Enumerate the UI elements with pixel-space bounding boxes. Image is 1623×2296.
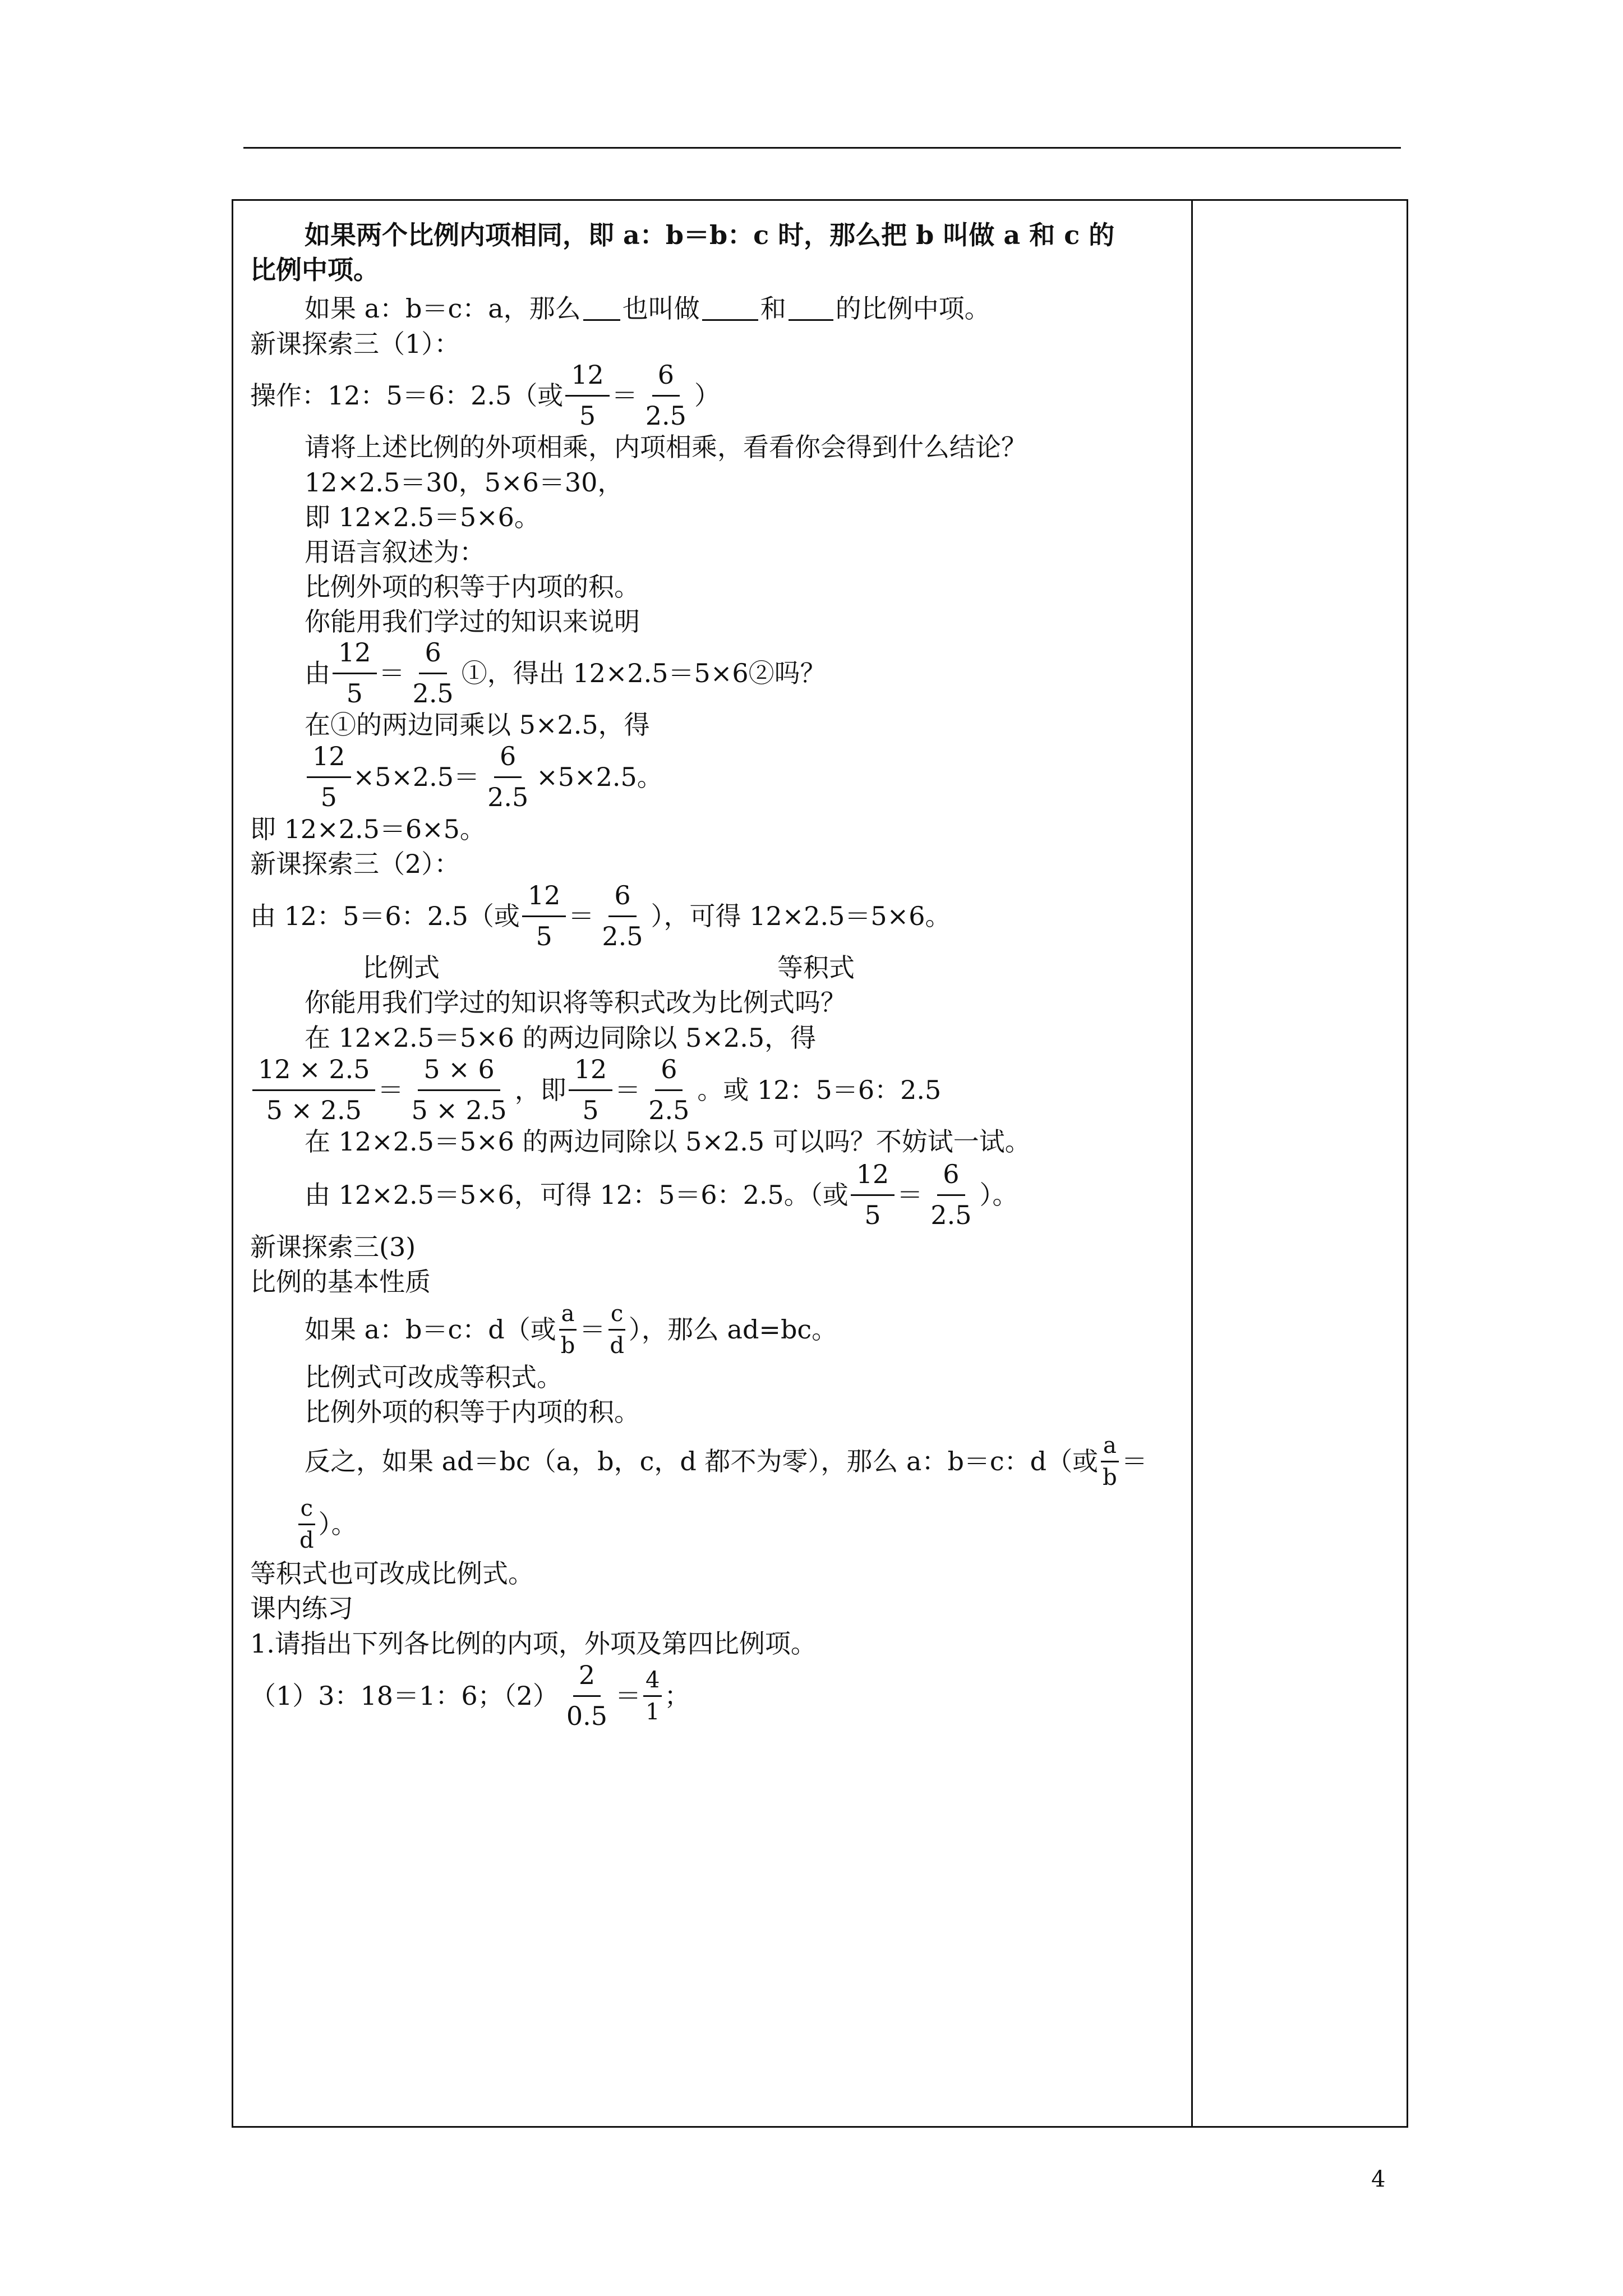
label-equal-product: 等积式 [777,953,855,983]
fraction: $\frac{a}{b}$ [1100,1432,1119,1492]
derivation-line: 由 12×2.5＝5×6，可得 12：5＝6：2.5。（或 $\frac{12}{5}$ ＝ $\frac{6}{2.5}$ ）。 [250,1178,1018,1212]
fraction: $\frac{12}{5}$ [569,1053,613,1126]
fraction: $\frac{12}{5}$ [851,1158,895,1231]
fraction: $\frac{12}{5}$ [565,359,610,432]
text-line: 等积式也可改成比例式。 [250,1558,534,1589]
fraction: $\frac{5 \times 6}{5 \times 2.5}$ [411,1054,507,1125]
text-line: 在 12×2.5＝5×6 的两边同除以 5×2.5 可以吗？不妨试一试。 [305,1126,1031,1157]
definition-line-1: 如果两个比例内项相同，即 a：b＝b：c 时，那么把 b 叫做 a 和 c 的 [305,220,1115,250]
text-line: 你能用我们学过的知识来说明 [305,606,640,637]
fraction: $\frac{6}{2.5}$ [648,1054,690,1125]
text-line: 比例式可改成等积式。 [305,1362,562,1392]
derivation-line: $\frac{12 \times 2.5}{5 \times 2.5}$ ＝ $\frac{5 \times 6}{5 \times 2.5}$ ，即 $\frac{12}{5}$ ＝ $\frac{6}{2.5}$ 。或 12：5＝6：2.5 [250,1073,941,1107]
text-line: 比例外项的积等于内项的积。 [305,572,640,602]
derivation-line: 由 12：5＝6：2.5（或 $\frac{12}{5}$ ＝ $\frac{6}{2.5}$ ），可得 12×2.5＝5×6。 [250,899,951,933]
exercise-heading: 课内练习 [250,1593,353,1623]
page-number: 4 [1371,2166,1386,2192]
fraction: $\frac{c}{d}$ [297,1494,316,1554]
text-line: 即 12×2.5＝6×5。 [250,814,486,844]
fill-blank-line: 如果 a：b＝c：a，那么 也叫做 和 的比例中项。 [305,293,990,324]
header-rule [243,147,1401,149]
blank-2 [702,297,758,321]
fraction: $\frac{6}{2.5}$ [602,880,643,951]
definition-line-2: 比例中项。 [250,255,379,285]
fraction: $\frac{6}{2.5}$ [487,741,529,812]
fraction: $\frac{6}{2.5}$ [412,637,454,708]
exercise-items: （1）3：18＝1：6；（2） $\frac{2}{0.5}$ ＝ $\frac{4}{1}$ ； [250,1679,690,1713]
fraction: $\frac{6}{2.5}$ [645,360,686,431]
label-proportion: 比例式 [362,953,440,983]
section-heading-2: 新课探索三（2）： [250,849,460,879]
fraction: $\frac{6}{2.5}$ [930,1159,972,1230]
blank-1 [583,297,620,321]
table-column-divider [1191,199,1193,2128]
section-heading-1: 新课探索三（1）： [250,329,460,359]
fraction: $\frac{c}{d}$ [607,1300,626,1360]
converse-line-cont: $\frac{c}{d}$ ）。 [250,1507,357,1541]
derivation-line: 由 $\frac{12}{5}$ ＝ $\frac{6}{2.5}$ ①，得出 12×2.5＝5×6②吗？ [250,656,826,690]
fraction: $\frac{12}{5}$ [307,740,351,813]
fraction: $\frac{12}{5}$ [333,637,377,710]
text-line: 12×2.5＝30，5×6＝30， [305,467,624,498]
property-heading: 比例的基本性质 [250,1267,431,1297]
blank-3 [789,297,833,321]
converse-line: 反之，如果 ad＝bc（a，b，c，d 都不为零），那么 a：b＝c：d（或 $\frac{a}{b}$ ＝ [305,1432,1147,1490]
exercise-question: 1.请指出下列各比例的内项，外项及第四比例项。 [250,1628,817,1659]
fraction: $\frac{a}{b}$ [559,1300,578,1360]
text-line: 你能用我们学过的知识将等积式改为比例式吗？ [305,987,846,1018]
fraction: $\frac{12 \times 2.5}{5 \times 2.5}$ [252,1053,375,1126]
derivation-line: $\frac{12}{5}$ ×5×2.5＝ $\frac{6}{2.5}$ ×5×2.5。 [250,760,663,794]
text-line: 用语言叙述为： [305,537,485,567]
text-line: 在 12×2.5＝5×6 的两边同除以 5×2.5，得 [305,1023,817,1053]
property-line: 如果 a：b＝c：d（或 $\frac{a}{b}$ ＝ $\frac{c}{d}$ ），那么 ad=bc。 [305,1300,838,1359]
operation-line: 操作：12：5＝6：2.5（或 $\frac{12}{5}$ ＝ $\frac{6}{2.5}$ ） [250,379,720,412]
fraction: $\frac{12}{5}$ [522,880,566,953]
text-line: 在①的两边同乘以 5×2.5，得 [305,710,650,740]
section-heading-3: 新课探索三(3) [250,1232,416,1262]
text-line: 比例外项的积等于内项的积。 [305,1397,640,1427]
fraction: $\frac{2}{0.5}$ [566,1660,608,1731]
text-line: 即 12×2.5＝5×6。 [305,502,540,532]
fraction: $\frac{4}{1}$ [643,1666,662,1726]
text-line: 请将上述比例的外项相乘，内项相乘，看看你会得到什么结论？ [305,432,1027,462]
